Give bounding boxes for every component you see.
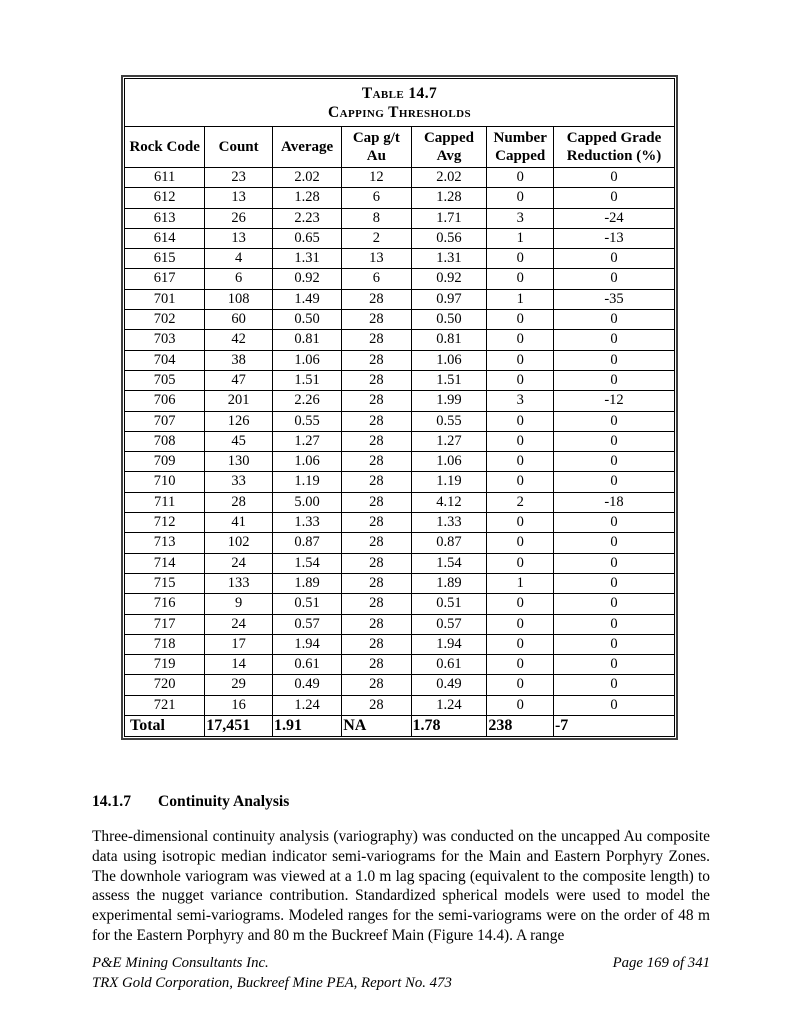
cell: 0 bbox=[553, 350, 674, 370]
cell: 0.61 bbox=[272, 655, 341, 675]
cell: 28 bbox=[342, 614, 411, 634]
cell: 23 bbox=[205, 168, 273, 188]
total-cell: 1.91 bbox=[272, 716, 341, 737]
table-row bbox=[125, 675, 675, 695]
cell: 0 bbox=[487, 594, 554, 614]
cell: 0.87 bbox=[272, 533, 341, 553]
table-row bbox=[125, 249, 675, 269]
table-row bbox=[125, 228, 675, 248]
cell: 28 bbox=[342, 594, 411, 614]
cell: 0.87 bbox=[411, 533, 487, 553]
cell: 716 bbox=[125, 594, 205, 614]
cell: 6 bbox=[342, 269, 411, 289]
cell: 0.81 bbox=[411, 330, 487, 350]
cell: 1.49 bbox=[272, 289, 341, 309]
table-row bbox=[125, 452, 675, 472]
cell: 0 bbox=[487, 249, 554, 269]
cell: 703 bbox=[125, 330, 205, 350]
table-row bbox=[125, 594, 675, 614]
cell: 0 bbox=[553, 370, 674, 390]
table-row bbox=[125, 695, 675, 715]
cell: 28 bbox=[342, 431, 411, 451]
footer-company: P&E Mining Consultants Inc. bbox=[92, 955, 269, 971]
cell: 719 bbox=[125, 655, 205, 675]
cell: 0.57 bbox=[411, 614, 487, 634]
cell: 0 bbox=[553, 594, 674, 614]
cell: 28 bbox=[205, 492, 273, 512]
cell: 45 bbox=[205, 431, 273, 451]
cell: 28 bbox=[342, 452, 411, 472]
cell: 1 bbox=[487, 228, 554, 248]
cell: 1.94 bbox=[272, 634, 341, 654]
cell: 26 bbox=[205, 208, 273, 228]
cell: 708 bbox=[125, 431, 205, 451]
cell: 28 bbox=[342, 492, 411, 512]
cell: 24 bbox=[205, 553, 273, 573]
table-row bbox=[125, 168, 675, 188]
cell: 1.94 bbox=[411, 634, 487, 654]
cell: 133 bbox=[205, 573, 273, 593]
cell: 28 bbox=[342, 310, 411, 330]
cell: 28 bbox=[342, 370, 411, 390]
cell: 0 bbox=[553, 310, 674, 330]
cell: 0 bbox=[553, 634, 674, 654]
cell: 1.24 bbox=[272, 695, 341, 715]
cell: 9 bbox=[205, 594, 273, 614]
cell: 721 bbox=[125, 695, 205, 715]
cell: 0 bbox=[487, 472, 554, 492]
cell: 2.02 bbox=[272, 168, 341, 188]
cell: 201 bbox=[205, 391, 273, 411]
cell: 0 bbox=[553, 533, 674, 553]
table-row bbox=[125, 533, 675, 553]
cell: 0 bbox=[553, 472, 674, 492]
cell: 17 bbox=[205, 634, 273, 654]
cell: 4.12 bbox=[411, 492, 487, 512]
cell: 13 bbox=[205, 188, 273, 208]
cell: 0 bbox=[487, 168, 554, 188]
cell: 617 bbox=[125, 269, 205, 289]
cell: 0 bbox=[553, 188, 674, 208]
cell: 0.50 bbox=[272, 310, 341, 330]
cell: 0 bbox=[487, 655, 554, 675]
section-heading bbox=[92, 793, 289, 811]
table-body bbox=[125, 168, 675, 716]
cell: 2 bbox=[342, 228, 411, 248]
cell: 715 bbox=[125, 573, 205, 593]
body-paragraph: Three-dimensional continuity analysis (variography) was conducted on the uncapped Au composite data using isotropic median indicator semi-variograms for the Main and Eastern Porphyry Zones. The downhole variogram was viewed at a 1.0 m lag spacing (equivalent to the composite length) to assess the nugget variance contribution. Standardized spherical models were used to model the experimental semi-variograms. Modeled ranges for the semi-variograms were on the order of 48 m for the Eastern Porphyry and 80 m the Buckreef Main (Figure 14.4). A range bbox=[92, 828, 710, 944]
table-row bbox=[125, 492, 675, 512]
cell: 1.51 bbox=[272, 370, 341, 390]
cell: 6 bbox=[205, 269, 273, 289]
total-cell: 238 bbox=[487, 716, 554, 737]
cell: 712 bbox=[125, 513, 205, 533]
cell: -13 bbox=[553, 228, 674, 248]
cell: 1.54 bbox=[411, 553, 487, 573]
cell: 2.02 bbox=[411, 168, 487, 188]
cell: 28 bbox=[342, 513, 411, 533]
cell: 1.33 bbox=[272, 513, 341, 533]
cell: 28 bbox=[342, 573, 411, 593]
cell: 0.81 bbox=[272, 330, 341, 350]
cell: 0 bbox=[553, 513, 674, 533]
cell: -24 bbox=[553, 208, 674, 228]
cell: 2 bbox=[487, 492, 554, 512]
column-header: Count bbox=[205, 127, 273, 168]
cell: 1.28 bbox=[411, 188, 487, 208]
cell: 28 bbox=[342, 330, 411, 350]
cell: 60 bbox=[205, 310, 273, 330]
cell: 615 bbox=[125, 249, 205, 269]
cell: 8 bbox=[342, 208, 411, 228]
cell: 0 bbox=[553, 431, 674, 451]
column-header: Capped Avg bbox=[411, 127, 487, 168]
table-row bbox=[125, 310, 675, 330]
cell: 1.19 bbox=[411, 472, 487, 492]
cell: 0 bbox=[487, 370, 554, 390]
cell: 0.51 bbox=[411, 594, 487, 614]
table-caption: Capping Thresholds bbox=[328, 104, 471, 121]
cell: 28 bbox=[342, 553, 411, 573]
cell: 29 bbox=[205, 675, 273, 695]
capping-thresholds-table bbox=[124, 78, 675, 737]
table-header-row bbox=[125, 127, 675, 168]
cell: 0 bbox=[553, 675, 674, 695]
cell: 1 bbox=[487, 573, 554, 593]
cell: 3 bbox=[487, 391, 554, 411]
cell: 0 bbox=[487, 188, 554, 208]
cell: 1.06 bbox=[272, 452, 341, 472]
cell: 28 bbox=[342, 411, 411, 431]
table-row bbox=[125, 573, 675, 593]
cell: 0 bbox=[487, 330, 554, 350]
table-row bbox=[125, 553, 675, 573]
section-number: 14.1.7 bbox=[92, 793, 131, 810]
footer-page-number: Page 169 of 341 bbox=[612, 955, 710, 971]
cell: -35 bbox=[553, 289, 674, 309]
cell: 28 bbox=[342, 695, 411, 715]
total-cell: 1.78 bbox=[411, 716, 487, 737]
cell: 1.28 bbox=[272, 188, 341, 208]
cell: 4 bbox=[205, 249, 273, 269]
cell: 0.50 bbox=[411, 310, 487, 330]
cell: 0 bbox=[487, 533, 554, 553]
cell: 38 bbox=[205, 350, 273, 370]
cell: 1.31 bbox=[411, 249, 487, 269]
page-footer bbox=[92, 954, 710, 993]
cell: 0.55 bbox=[272, 411, 341, 431]
table-row bbox=[125, 289, 675, 309]
cell: 12 bbox=[342, 168, 411, 188]
column-header: Capped Grade Reduction (%) bbox=[553, 127, 674, 168]
table-row bbox=[125, 431, 675, 451]
cell: 1.06 bbox=[272, 350, 341, 370]
cell: 126 bbox=[205, 411, 273, 431]
cell: 720 bbox=[125, 675, 205, 695]
cell: 102 bbox=[205, 533, 273, 553]
cell: 704 bbox=[125, 350, 205, 370]
cell: 718 bbox=[125, 634, 205, 654]
column-header: Number Capped bbox=[487, 127, 554, 168]
cell: 28 bbox=[342, 391, 411, 411]
table-row bbox=[125, 350, 675, 370]
cell: 0.55 bbox=[411, 411, 487, 431]
cell: 710 bbox=[125, 472, 205, 492]
cell: 705 bbox=[125, 370, 205, 390]
cell: 6 bbox=[342, 188, 411, 208]
cell: 0 bbox=[487, 634, 554, 654]
cell: 707 bbox=[125, 411, 205, 431]
cell: 0.49 bbox=[411, 675, 487, 695]
column-header: Average bbox=[272, 127, 341, 168]
cell: 706 bbox=[125, 391, 205, 411]
cell: 2.26 bbox=[272, 391, 341, 411]
table-row bbox=[125, 513, 675, 533]
cell: 0 bbox=[553, 614, 674, 634]
cell: 0 bbox=[553, 411, 674, 431]
cell: 28 bbox=[342, 289, 411, 309]
cell: 701 bbox=[125, 289, 205, 309]
cell: 0 bbox=[487, 675, 554, 695]
cell: 1.06 bbox=[411, 350, 487, 370]
cell: 13 bbox=[205, 228, 273, 248]
cell: 0 bbox=[487, 553, 554, 573]
cell: 713 bbox=[125, 533, 205, 553]
cell: 16 bbox=[205, 695, 273, 715]
cell: -12 bbox=[553, 391, 674, 411]
cell: 0 bbox=[553, 695, 674, 715]
cell: 108 bbox=[205, 289, 273, 309]
cell: 0 bbox=[553, 573, 674, 593]
cell: 0.65 bbox=[272, 228, 341, 248]
cell: 0 bbox=[553, 249, 674, 269]
cell: 2.23 bbox=[272, 208, 341, 228]
cell: 1.89 bbox=[272, 573, 341, 593]
cell: 5.00 bbox=[272, 492, 341, 512]
cell: 47 bbox=[205, 370, 273, 390]
cell: 14 bbox=[205, 655, 273, 675]
cell: 0.97 bbox=[411, 289, 487, 309]
table-total-row bbox=[125, 716, 675, 737]
cell: 33 bbox=[205, 472, 273, 492]
cell: 1.06 bbox=[411, 452, 487, 472]
cell: 0.49 bbox=[272, 675, 341, 695]
cell: 42 bbox=[205, 330, 273, 350]
cell: 0 bbox=[487, 269, 554, 289]
cell: 1.19 bbox=[272, 472, 341, 492]
cell: 0 bbox=[553, 330, 674, 350]
cell: 28 bbox=[342, 634, 411, 654]
cell: 0 bbox=[487, 350, 554, 370]
cell: 717 bbox=[125, 614, 205, 634]
cell: 0 bbox=[487, 431, 554, 451]
total-cell: -7 bbox=[553, 716, 674, 737]
cell: 702 bbox=[125, 310, 205, 330]
table-row bbox=[125, 634, 675, 654]
cell: -18 bbox=[553, 492, 674, 512]
cell: 130 bbox=[205, 452, 273, 472]
cell: 0 bbox=[487, 695, 554, 715]
total-cell: 17,451 bbox=[205, 716, 273, 737]
cell: 0.51 bbox=[272, 594, 341, 614]
cell: 0 bbox=[553, 452, 674, 472]
table-row bbox=[125, 472, 675, 492]
cell: 714 bbox=[125, 553, 205, 573]
cell: 0.92 bbox=[411, 269, 487, 289]
cell: 24 bbox=[205, 614, 273, 634]
capping-thresholds-table-container bbox=[121, 75, 678, 740]
cell: 0 bbox=[553, 655, 674, 675]
cell: 613 bbox=[125, 208, 205, 228]
cell: 0 bbox=[487, 614, 554, 634]
cell: 1.71 bbox=[411, 208, 487, 228]
cell: 1.54 bbox=[272, 553, 341, 573]
table-row bbox=[125, 208, 675, 228]
column-header: Cap g/t Au bbox=[342, 127, 411, 168]
cell: 28 bbox=[342, 472, 411, 492]
footer-report: TRX Gold Corporation, Buckreef Mine PEA, Report No. 473 bbox=[92, 974, 452, 991]
cell: 1.99 bbox=[411, 391, 487, 411]
cell: 0.57 bbox=[272, 614, 341, 634]
table-row bbox=[125, 614, 675, 634]
cell: 28 bbox=[342, 533, 411, 553]
cell: 1.89 bbox=[411, 573, 487, 593]
cell: 0.56 bbox=[411, 228, 487, 248]
cell: 1 bbox=[487, 289, 554, 309]
cell: 0.61 bbox=[411, 655, 487, 675]
cell: 3 bbox=[487, 208, 554, 228]
cell: 0 bbox=[553, 553, 674, 573]
total-cell: NA bbox=[342, 716, 411, 737]
cell: 1.31 bbox=[272, 249, 341, 269]
cell: 1.24 bbox=[411, 695, 487, 715]
cell: 0 bbox=[487, 513, 554, 533]
column-header: Rock Code bbox=[125, 127, 205, 168]
table-row bbox=[125, 391, 675, 411]
cell: 0 bbox=[487, 452, 554, 472]
table-title bbox=[125, 79, 675, 127]
section-title: Continuity Analysis bbox=[158, 793, 290, 810]
cell: 28 bbox=[342, 675, 411, 695]
table-row bbox=[125, 188, 675, 208]
cell: 0.92 bbox=[272, 269, 341, 289]
cell: 0 bbox=[487, 310, 554, 330]
total-cell: Total bbox=[125, 716, 205, 737]
cell: 711 bbox=[125, 492, 205, 512]
cell: 614 bbox=[125, 228, 205, 248]
cell: 0 bbox=[487, 411, 554, 431]
cell: 1.33 bbox=[411, 513, 487, 533]
table-row bbox=[125, 370, 675, 390]
cell: 0 bbox=[553, 168, 674, 188]
cell: 1.51 bbox=[411, 370, 487, 390]
cell: 612 bbox=[125, 188, 205, 208]
cell: 28 bbox=[342, 655, 411, 675]
table-row bbox=[125, 269, 675, 289]
table-title-row bbox=[125, 79, 675, 127]
table-row bbox=[125, 655, 675, 675]
cell: 709 bbox=[125, 452, 205, 472]
cell: 41 bbox=[205, 513, 273, 533]
cell: 1.27 bbox=[411, 431, 487, 451]
table-row bbox=[125, 330, 675, 350]
cell: 611 bbox=[125, 168, 205, 188]
table-row bbox=[125, 411, 675, 431]
cell: 13 bbox=[342, 249, 411, 269]
cell: 1.27 bbox=[272, 431, 341, 451]
table-number: Table 14.7 bbox=[361, 85, 438, 102]
cell: 28 bbox=[342, 350, 411, 370]
cell: 0 bbox=[553, 269, 674, 289]
